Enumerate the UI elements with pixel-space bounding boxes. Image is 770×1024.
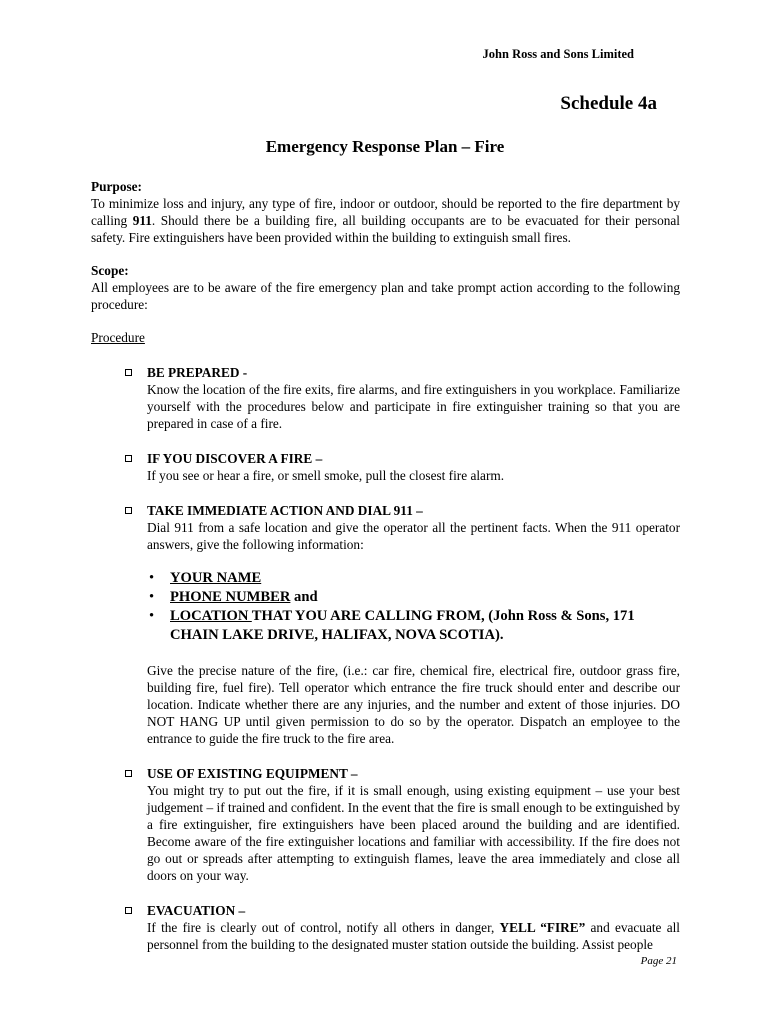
- page-number: Page 21: [640, 955, 677, 967]
- checkbox-bullet-icon: [125, 369, 132, 376]
- document-title: Emergency Response Plan – Fire: [265, 137, 505, 156]
- purpose-text-part-2: . Should there be a building fire, all building occupants are to be evacuated for their personal safety. Fire extinguishers have been provided within the building to extinguish small fires.: [91, 213, 680, 245]
- procedure-title: Procedure: [91, 330, 145, 345]
- item-heading: EVACUATION –: [147, 903, 246, 918]
- bullet-dot-icon: •: [149, 608, 155, 624]
- checkbox-bullet-icon: [125, 770, 132, 777]
- item-body: You might try to put out the fire, if it is small enough, using existing equipment – use your best judgement – if trained and confident. In the event that the fire is small enough to be extinguished by a fire extinguisher, fire extinguishers have been placed around the building and are identified. Become aware of the fire extinguisher locations and familiar with accessibility. If the fire does not go out or spreads after attempting to extinguish flames, leave the area immediately and close all doors on your way.: [147, 783, 680, 883]
- list-item: [147, 569, 680, 588]
- bullet-phone-suffix: and: [290, 589, 318, 605]
- item-heading: IF YOU DISCOVER A FIRE –: [147, 451, 323, 466]
- schedule-label: Schedule 4a: [560, 93, 657, 114]
- evacuation-text-part-2: and evacuate all personnel from the building to the designated muster station outside the building. Assist people: [147, 920, 680, 952]
- checkbox-bullet-icon: [125, 907, 132, 914]
- bullet-dot-icon: •: [149, 570, 155, 586]
- purpose-label: Purpose:: [91, 179, 142, 194]
- item-heading: USE OF EXISTING EQUIPMENT –: [147, 766, 358, 781]
- evacuation-text-part-1: If the fire is clearly out of control, notify all others in danger,: [147, 920, 500, 935]
- scope-label: Scope:: [91, 263, 129, 278]
- procedure-item-evacuation: [147, 902, 680, 953]
- item-body: [147, 919, 680, 953]
- bullet-phone-number: PHONE NUMBER: [170, 589, 291, 605]
- scope-text: All employees are to be aware of the fire emergency plan and take prompt action according to the following procedure:: [91, 280, 680, 312]
- procedure-item-be-prepared: [147, 364, 680, 432]
- item-body: Know the location of the fire exits, fire alarms, and fire extinguishers in you workplace. Familiarize yourself with the procedures below and participate in fire extinguisher training so that you are prepared in case of a fire.: [147, 382, 680, 431]
- company-name: John Ross and Sons Limited: [482, 47, 634, 61]
- list-item: [147, 588, 680, 607]
- scope-section: [91, 262, 680, 313]
- bullet-dot-icon: •: [149, 589, 155, 605]
- checkbox-bullet-icon: [125, 507, 132, 514]
- bullet-location: LOCATION: [170, 608, 252, 624]
- procedure-item-dial-911: [147, 502, 680, 747]
- purpose-text-part-1: To minimize loss and injury, any type of fire, indoor or outdoor, should be reported to the fire department by calling: [91, 196, 680, 228]
- procedure-item-discover-fire: [147, 450, 680, 484]
- item-heading: BE PREPARED -: [147, 365, 248, 380]
- purpose-section: [91, 178, 680, 246]
- bullet-your-name: YOUR NAME: [170, 570, 262, 586]
- yell-fire-text: YELL “FIRE”: [499, 920, 586, 935]
- document-body: [91, 178, 680, 953]
- checkbox-bullet-icon: [125, 455, 132, 462]
- item-heading: TAKE IMMEDIATE ACTION AND DIAL 911 –: [147, 503, 423, 518]
- bullet-location-suffix: THAT YOU ARE CALLING FROM, (John Ross & Sons, 171 CHAIN LAKE DRIVE, HALIFAX, NOVA SCOTIA).: [170, 608, 635, 643]
- fire-details-text: Give the precise nature of the fire, (i.e.: car fire, chemical fire, electrical fire, outdoor grass fire, building fire, fuel fire). Tell operator which entrance the fire truck should enter and describe our location. Indicate whether there are any injuries, and the number and extent of those injuries. DO NOT HANG UP until given permission to do so by the operator. Dispatch an employee to the entrance to guide the fire truck to the fire area.: [147, 663, 680, 746]
- emergency-number: 911: [132, 213, 152, 228]
- item-body: If you see or hear a fire, or smell smoke, pull the closest fire alarm.: [147, 468, 505, 483]
- procedure-item-existing-equipment: [147, 765, 680, 884]
- item-body: Dial 911 from a safe location and give the operator all the pertinent facts. When the 911 operator answers, give the following information:: [147, 520, 680, 552]
- caller-info-list: [147, 569, 680, 645]
- list-item: [147, 607, 680, 645]
- purpose-text: [91, 195, 680, 246]
